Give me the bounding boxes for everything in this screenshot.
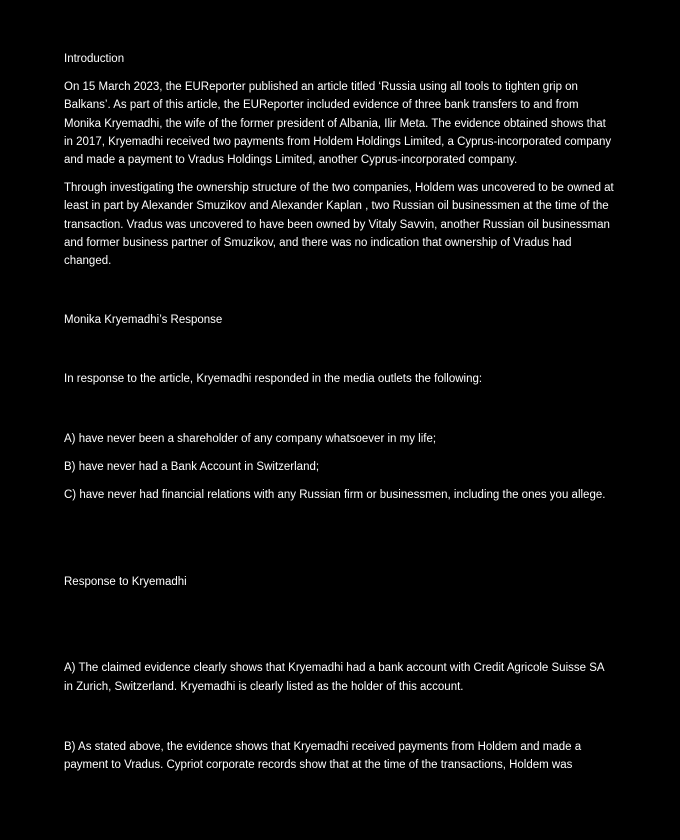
- rebuttal-heading: Response to Kryemadhi: [64, 576, 187, 589]
- introduction-paragraph-1: On 15 March 2023, the EUReporter published an article titled ‘Russia using all tools to tighten grip on Balkans’. As part of this article, the EUReporter included evidence of three bank transfers to and from Monika Kryemadhi, the wife of the former president of Albania, Ilir Meta. The evidence obtained shows that in 2017, Kryemadhi received two payments from Holdem Holdings Limited, a Cyprus-incorporated company and made a payment to Vradus Holdings Limited, another Cyprus-incorporated company.: [64, 81, 612, 167]
- rebuttal-item-b: B) As stated above, the evidence shows that Kryemadhi received payments from Holdem and made a payment to Vradus. Cypriot corporate records show that at the time of the transactions, Holdem was: [64, 740, 582, 772]
- rebuttal-item-a: A) The claimed evidence clearly shows that Kryemadhi had a bank account with Credit Agricole Suisse SA in Zurich, Switzerland. Kryemadhi is clearly listed as the holder of this account.: [64, 662, 604, 693]
- response-intro-paragraph: In response to the article, Kryemadhi responded in the media outlets the following:: [64, 373, 483, 386]
- response-item-c: C) have never had financial relations with any Russian firm or businessmen, including the ones you allege.: [64, 489, 606, 502]
- introduction-paragraph-2: Through investigating the ownership structure of the two companies, Holdem was uncovered to be owned at least in part by Alexander Smuzikov and Alexander Kaplan , two Russian oil businessmen at the time of the transaction. Vradus was uncovered to have been owned by Vitaly Savvin, another Russian oil businessman and former business partner of Smuzikov, and there was no indication that ownership of Vradus had changed.: [64, 182, 614, 268]
- response-item-a: A) have never been a shareholder of any company whatsoever in my life;: [64, 432, 437, 445]
- document-page: [64, 50, 616, 774]
- response-item-b: B) have never had a Bank Account in Switzerland;: [64, 460, 320, 473]
- introduction-heading: Introduction: [64, 53, 125, 65]
- response-heading: Monika Kryemadhi’s Response: [64, 314, 223, 327]
